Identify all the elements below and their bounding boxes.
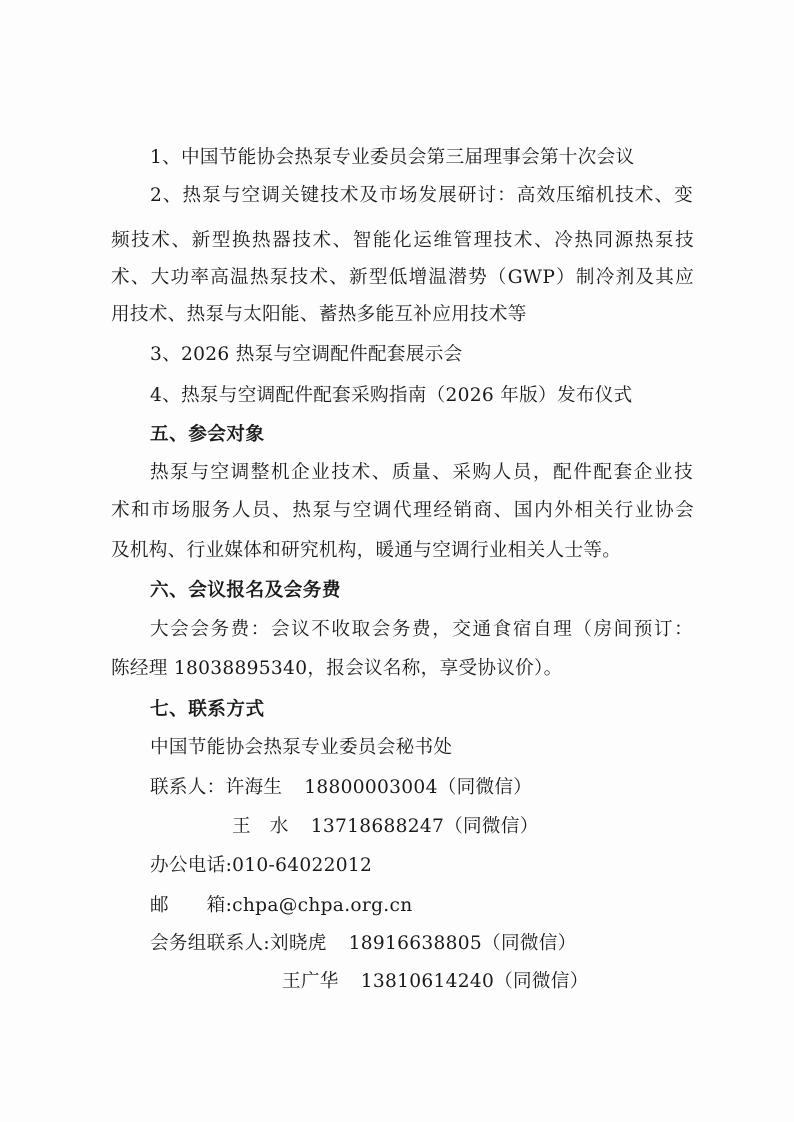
- contact-2-name: 王 水: [232, 816, 289, 837]
- contact-label: 联系人：: [150, 777, 226, 798]
- agenda-item-2-line-1: 2、热泵与空调关键技术及市场发展研讨：高效压缩机技术、变: [150, 185, 693, 206]
- agenda-item-3: 3、2026 热泵与空调配件配套展示会: [150, 344, 463, 365]
- email-row: [150, 893, 412, 919]
- meeting-contact-1-name: 刘晓虎: [269, 933, 327, 954]
- contact-row-2: [232, 814, 539, 840]
- section-5-line-1: 热泵与空调整机企业技术、质量、采购人员，配件配套企业技: [150, 462, 693, 483]
- section-5-line-3: 及机构、行业媒体和研究机构，暖通与空调行业相关人士等。: [111, 540, 622, 561]
- office-name: 中国节能协会热泵专业委员会秘书处: [150, 737, 453, 758]
- agenda-item-2-line-4: 用技术、热泵与太阳能、蓄热多能互补应用技术等: [111, 304, 527, 325]
- section-6-line-2: 陈经理 18038895340，报会议名称，享受协议价）。: [111, 658, 563, 679]
- agenda-item-4: 4、热泵与空调配件配套采购指南（2026 年版）发布仪式: [150, 385, 633, 406]
- contact-1-phone: 18800003004（同微信）: [304, 777, 533, 798]
- office-phone: 办公电话:010-64022012: [150, 855, 373, 876]
- email-label: 邮 箱:: [150, 895, 233, 916]
- contact-1-name: 许海生: [225, 777, 283, 798]
- meeting-contact-1-phone: 18916638805（同微信）: [348, 933, 577, 954]
- meeting-contact-2-name: 王广华: [282, 971, 339, 992]
- section-5-line-2: 术和市场服务人员、热泵与空调代理经销商、国内外相关行业协会: [111, 500, 694, 521]
- section-6-heading: 六、会议报名及会务费: [150, 580, 341, 601]
- section-6-line-1: 大会会务费：会议不收取会务费，交通食宿自理（房间预订：: [150, 619, 693, 640]
- contact-2-phone: 13718688247（同微信）: [310, 816, 539, 837]
- meeting-contact-row-1: [150, 931, 577, 957]
- meeting-contact-2-phone: 13810614240（同微信）: [360, 971, 589, 992]
- email-value: chpa@chpa.org.cn: [232, 895, 413, 916]
- section-5-heading: 五、参会对象: [150, 424, 265, 445]
- agenda-item-2-line-3: 术、大功率高温热泵技术、新型低增温潜势（GWP）制冷剂及其应: [111, 267, 694, 288]
- agenda-item-1: 1、中国节能协会热泵专业委员会第三届理事会第十次会议: [150, 147, 635, 168]
- contact-row-1: [150, 775, 532, 801]
- section-7-heading: 七、联系方式: [150, 699, 265, 720]
- meeting-contact-row-2: [282, 969, 589, 995]
- meeting-contact-label: 会务组联系人:: [150, 933, 270, 954]
- agenda-item-2-line-2: 频技术、新型换热器技术、智能化运维管理技术、冷热同源热泵技: [111, 230, 694, 251]
